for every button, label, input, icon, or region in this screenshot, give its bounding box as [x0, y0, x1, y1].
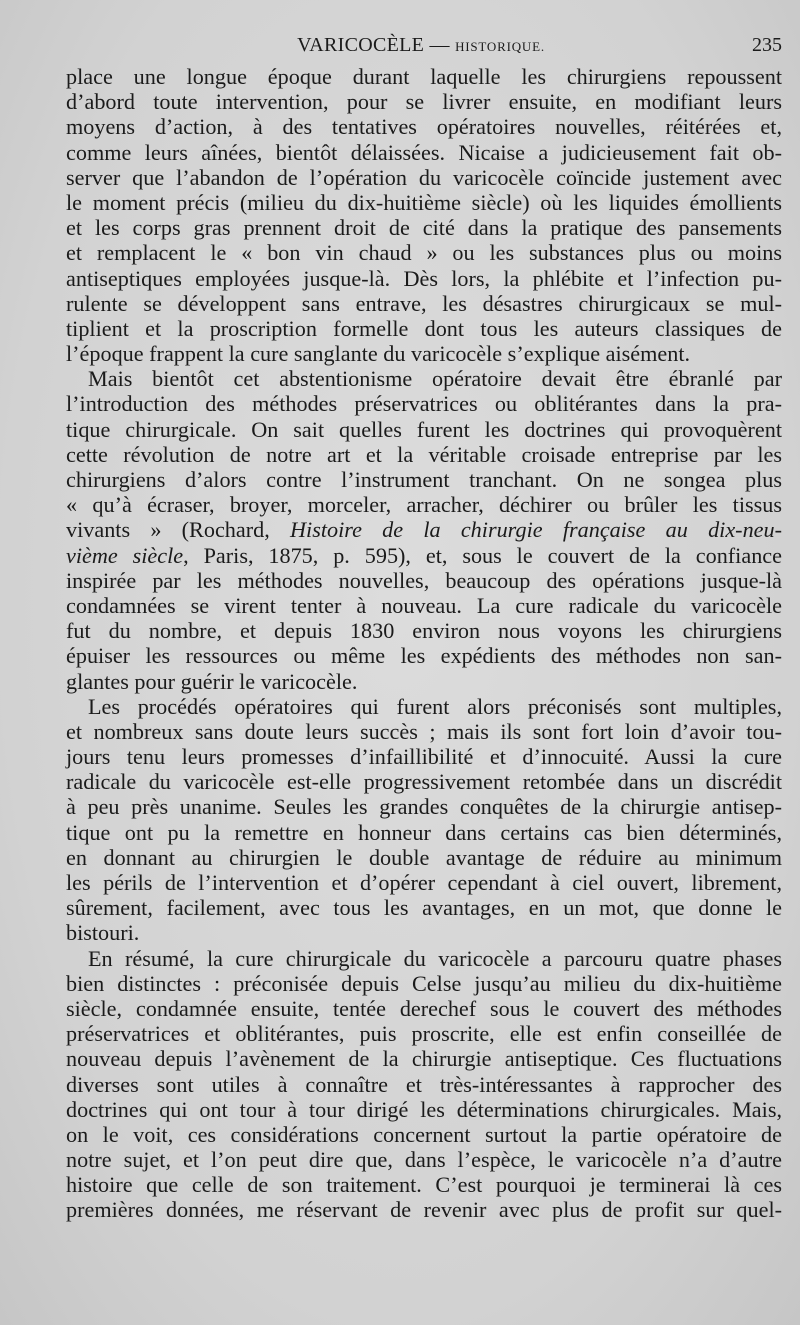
- text-line: chirurgiens d’alors contre l’instrument tranchant. On ne songea plus: [66, 467, 782, 492]
- text-line: notre sujet, et l’on peut dire que, dans l’espèce, le varicocèle n’a d’autre: [66, 1147, 782, 1173]
- page-number: 235: [752, 34, 782, 56]
- running-title: [60, 34, 782, 57]
- text-line: histoire que celle de son traitement. C’est pourquoi je terminerai là ces: [66, 1172, 782, 1198]
- text-line: l’introduction des méthodes préservatrices ou oblitérantes dans la pra-: [66, 391, 782, 417]
- text-line: tiplient et la proscription formelle dont tous les auteurs classiques de: [66, 315, 782, 341]
- text-line: et remplacent le « bon vin chaud » ou les substances plus ou moins: [66, 240, 782, 266]
- text-line: préservatrices et oblitérantes, puis proscrite, elle est enfin conseillée de: [66, 1021, 782, 1047]
- text-line: sûrement, facilement, avec tous les avantages, en un mot, que donne le: [66, 895, 782, 921]
- text-line: bistouri.: [66, 920, 140, 946]
- text-line: tique ont pu la remettre en honneur dans certains cas bien déterminés,: [66, 819, 782, 845]
- text-line: et nombreux sans doute leurs succès ; mais ils sont fort loin d’avoir tou-: [66, 718, 782, 744]
- running-title-main: VARICOCÈLE —: [297, 34, 456, 56]
- text-run: , Paris, 1875, p. 595), et, sous le couvert de la confiance: [183, 542, 782, 568]
- text-line: nouveau depuis l’avènement de la chirurgie antiseptique. Ces fluctuations: [66, 1046, 782, 1072]
- text-line: moyens d’action, à des tentatives opératoires nouvelles, réitérées et,: [66, 114, 782, 140]
- text-line: server que l’abandon de l’opération du varicocèle coïncide justement avec: [66, 164, 782, 190]
- text-line: inspirée par les méthodes nouvelles, beaucoup des opérations jusque-là: [66, 567, 782, 593]
- text-line: les périls de l’intervention et d’opérer cependant à ciel ouvert, librement,: [66, 870, 782, 895]
- text-line: épuiser les ressources ou même les expédients des méthodes non san-: [66, 643, 782, 669]
- text-line: antiseptiques employées jusque-là. Dès lors, la phlébite et l’infection pu-: [66, 265, 782, 291]
- text-line: comme leurs aînées, bientôt délaissées. Nicaise a judicieusement fait ob-: [66, 139, 782, 165]
- text-line: En résumé, la cure chirurgicale du varicocèle a parcouru quatre phases: [88, 945, 782, 971]
- text-line: place une longue époque durant laquelle les chirurgiens repoussent: [66, 64, 782, 89]
- text-line: le moment précis (milieu du dix-huitième siècle) où les liquides émollients: [66, 189, 782, 215]
- text-line: diverses sont utiles à connaître et très-intéressantes à rapprocher des: [66, 1071, 782, 1097]
- text-line: jours tenu leurs promesses d’infaillibilité et d’innocuité. Aussi la cure: [66, 744, 782, 770]
- text-line: cette révolution de notre art et la véritable croisade entreprise par les: [66, 441, 782, 467]
- text-line: Les procédés opératoires qui furent alors préconisés sont multiples,: [88, 693, 782, 719]
- text-line: d’abord toute intervention, pour se livrer ensuite, en modifiant leurs: [66, 89, 782, 115]
- body-text: [66, 64, 782, 1223]
- text-line: condamnées se virent tenter à nouveau. La cure radicale du varicocèle: [66, 592, 782, 618]
- text-line: « qu’à écraser, broyer, morceler, arracher, déchirer ou brûler les tissus: [66, 492, 782, 518]
- text-run: vivants » (Rochard,: [66, 517, 291, 543]
- text-line: glantes pour guérir le varicocèle.: [66, 668, 358, 694]
- text-line: radicale du varicocèle est-elle progressivement retombée dans un discrédit: [66, 769, 782, 795]
- text-line: doctrines qui ont tour à tour dirigé les déterminations chirurgicales. Mais,: [66, 1096, 782, 1122]
- text-line: en donnant au chirurgien le double avantage de réduire au minimum: [66, 844, 782, 870]
- text-line: bien distinctes : préconisée depuis Celse jusqu’au milieu du dix-huitième: [66, 970, 782, 996]
- text-line: premières données, me réservant de revenir avec plus de profit sur quel-: [66, 1197, 782, 1223]
- text-line: Mais bientôt cet abstentionisme opératoire devait être ébranlé par: [88, 366, 782, 392]
- text-line: on le voit, ces considérations concernent surtout la partie opératoire de: [66, 1121, 782, 1147]
- text-line: et les corps gras prennent droit de cité dans la pratique des pansements: [66, 215, 782, 241]
- text-line: siècle, condamnée ensuite, tentée derechef sous le couvert des méthodes: [66, 995, 782, 1021]
- text-line: l’époque frappent la cure sanglante du varicocèle s’explique aisément.: [66, 341, 691, 367]
- text-line: [66, 517, 782, 542]
- citation-title: vième siècle: [66, 542, 184, 568]
- running-title-sub: HISTORIQUE.: [455, 39, 545, 54]
- running-head: [60, 34, 782, 64]
- text-line: rulente se développent sans entrave, les désastres chirurgicaux se mul-: [66, 290, 782, 316]
- text-line: [66, 543, 782, 568]
- text-line: à peu près unanime. Seules les grandes conquêtes de la chirurgie antisep-: [66, 794, 782, 820]
- citation-title: Histoire de la chirurgie française au dix-neu-: [290, 517, 782, 543]
- text-line: fut du nombre, et depuis 1830 environ nous voyons les chirurgiens: [66, 618, 782, 644]
- text-line: tique chirurgicale. On sait quelles furent les doctrines qui provoquèrent: [66, 416, 782, 442]
